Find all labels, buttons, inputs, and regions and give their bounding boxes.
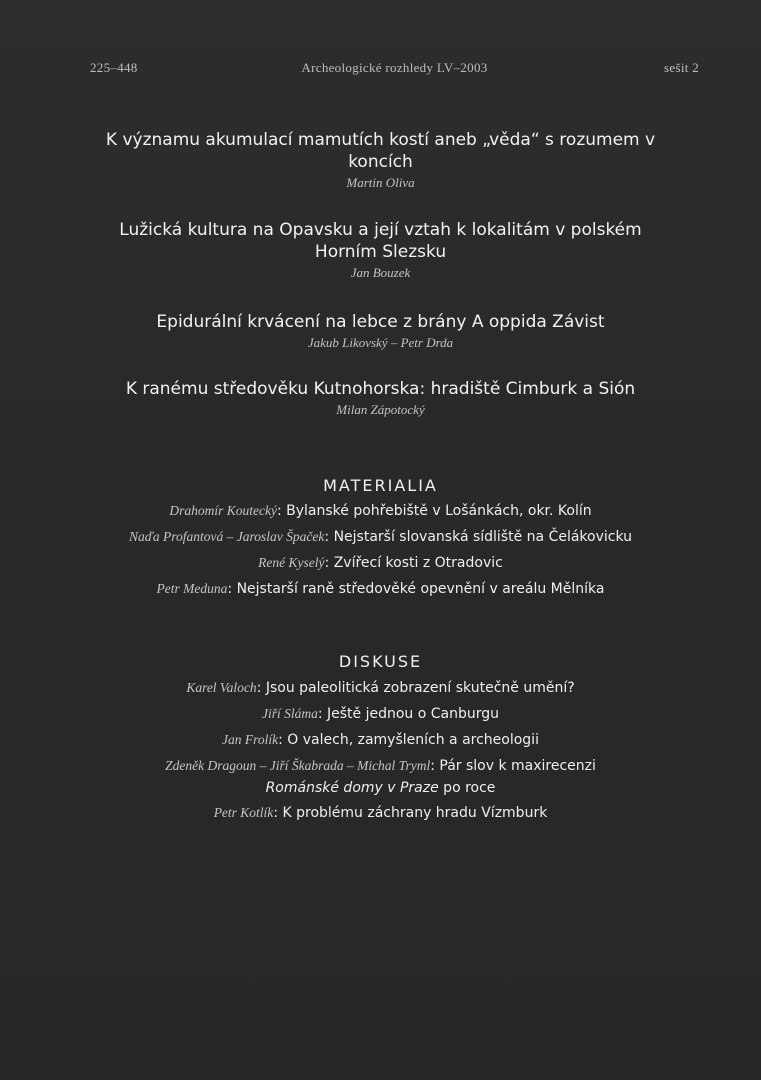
article-2 (90, 219, 671, 282)
entry-title: Pár slov k maxirecenzi (439, 758, 596, 774)
page-range: 225–448 (90, 60, 138, 75)
entry-author: Petr Meduna (156, 581, 228, 596)
entry-separator: : (278, 732, 288, 748)
entry-title: Bylanské pohřebiště v Lošánkách, okr. Kolín (286, 503, 592, 519)
entry-separator: : (324, 529, 334, 545)
entry-author: Petr Kotlík (213, 805, 274, 820)
diskuse-heading: DISKUSE (338, 652, 423, 671)
materialia-heading: MATERIALIA (323, 476, 438, 495)
entry-author: Naďa Profantová – Jaroslav Špaček (128, 529, 325, 544)
diskuse-entry (80, 729, 681, 752)
entry-title-rest: po roce (438, 780, 496, 796)
article-title: Epidurální krvácení na lebce z brány A oppida Závist (156, 312, 605, 332)
entry-author: René Kyselý (258, 555, 325, 570)
article-author: Martin Oliva (346, 175, 415, 190)
entry-title: Nejstarší slovanská sídliště na Čelákovicku (333, 529, 633, 545)
materialia-entry (80, 526, 681, 549)
entry-separator: : (317, 706, 328, 722)
article-title: Lužická kultura na Opavsku a její vztah k lokalitám v polském Horním Slezsku (119, 220, 642, 262)
article-3 (90, 311, 671, 352)
entry-separator: : (276, 503, 287, 519)
journal-title: Archeologické rozhledy LV–2003 (301, 60, 488, 75)
article-4 (90, 378, 671, 419)
article-title: K ranému středověku Kutnohorska: hradiště Cimburk a Sión (125, 379, 636, 399)
article-1 (90, 129, 671, 192)
diskuse-entry (80, 677, 681, 700)
entry-author: Karel Valoch (186, 680, 257, 695)
entry-separator: : (227, 581, 237, 597)
issue-number: sešit 2 (664, 60, 699, 75)
diskuse-entry (80, 703, 681, 726)
diskuse-entry (80, 802, 681, 825)
materialia-entry (80, 500, 681, 523)
entry-author: Jan Frolík (222, 732, 279, 747)
entry-title: Zvířecí kosti z Otradovic (333, 555, 503, 571)
entry-author: Jiří Sláma (261, 706, 318, 721)
entry-title: K problému záchrany hradu Vízmburk (282, 805, 548, 821)
diskuse-entry-continuation (80, 777, 681, 800)
materialia-entry (80, 552, 681, 575)
entry-title: Ještě jednou o Canburgu (327, 706, 500, 722)
article-author: Jan Bouzek (350, 265, 411, 280)
entry-title-italic: Románské domy v Praze (265, 780, 439, 796)
entry-title: Jsou paleolitická zobrazení skutečně umění? (265, 680, 575, 696)
entry-author: Zdeněk Dragoun – Jiří Škabrada – Michal Tryml (165, 758, 431, 773)
diskuse-entry (80, 755, 681, 778)
article-author: Jakub Likovský – Petr Drda (307, 335, 454, 350)
materialia-entry (80, 578, 681, 601)
entry-title: Nejstarší raně středověké opevnění v areálu Mělníka (236, 581, 605, 597)
entry-separator: : (324, 555, 334, 571)
entry-separator: : (273, 805, 283, 821)
entry-author: Drahomír Koutecký (169, 503, 277, 518)
article-title: K významu akumulací mamutích kostí aneb „věda“ s rozumem v koncích (105, 130, 656, 172)
entry-title: O valech, zamyšleních a archeologii (287, 732, 539, 748)
article-author: Milan Zápotocký (336, 402, 425, 417)
entry-separator: : (256, 680, 266, 696)
entry-separator: : (430, 758, 440, 774)
